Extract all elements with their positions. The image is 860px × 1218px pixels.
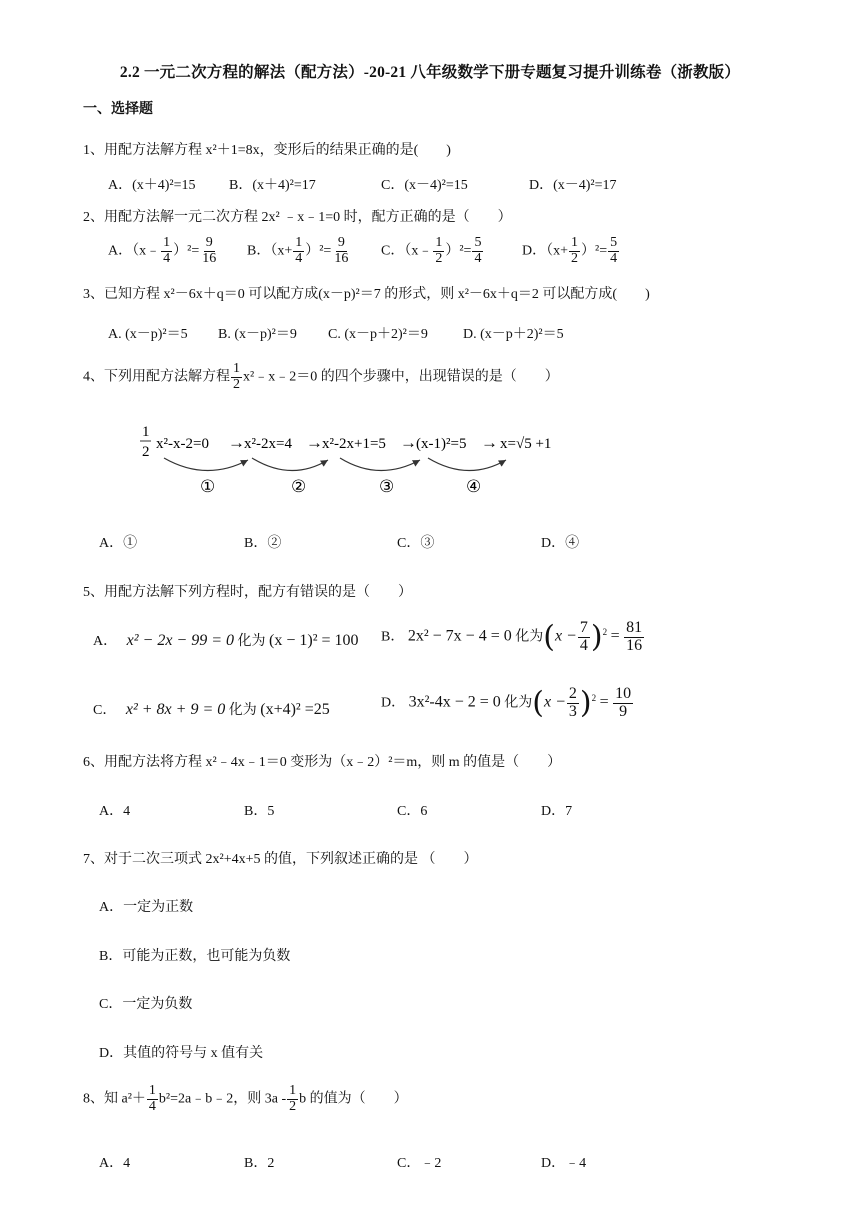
page-title: 2.2 一元二次方程的解法（配方法）-20-21 八年级数学下册专题复习提升训练卷（浙教版） (119, 64, 741, 81)
q3-option-d[interactable]: D. (x－p＋2)²＝5 (463, 327, 564, 342)
q1-option-c[interactable]: C．(x－4)²=15 (381, 178, 468, 193)
q2-option-c[interactable] (381, 236, 484, 266)
question-3-stem: 3、已知方程 x²－6x＋q＝0 可以配方成(x－p)²＝7 的形式，则 x²－6x＋q＝2 可以配方成( ) (83, 287, 650, 302)
q2-a-frac-den: 4 (163, 250, 171, 266)
q5-d-label: D． (381, 695, 406, 711)
q3-option-c[interactable]: C. (x－p＋2)²＝9 (328, 327, 428, 342)
q5-a-rhs: (x − 1)² = 100 (269, 632, 359, 649)
q4-diagram-arrow4: → (481, 433, 498, 452)
q8-option-b[interactable]: B．2 (244, 1156, 275, 1171)
q5-d-inner: x − (544, 693, 566, 711)
q5-option-d[interactable]: D． 3x²-4x − 2 = 0 化为(x − $\frac{2}{3}$ )$^2$ = $\frac{10}{9}$ (381, 685, 632, 721)
q8-option-c[interactable]: C．﹣2 (397, 1156, 442, 1171)
q2-d-close: ）²= (581, 243, 608, 259)
q4-diagram-step2: ② (291, 477, 307, 496)
q4-option-a[interactable]: A．① (99, 536, 138, 551)
q5-d-frac-den: 3 (568, 702, 577, 720)
q4-option-d[interactable]: D．④ (541, 536, 580, 551)
q2-b-close: ）²= (305, 243, 332, 259)
q3-option-a[interactable]: A. (x－p)²＝5 (108, 327, 188, 342)
question-5-stem: 5、用配方法解下列方程时，配方有错误的是（ ） (83, 585, 412, 600)
q2-c-frac-den: 2 (435, 250, 443, 266)
q4-diagram-curve1 (164, 458, 248, 471)
q7-option-a[interactable]: A．一定为正数 (99, 900, 194, 915)
q5-option-c[interactable] (93, 699, 330, 719)
q2-d-frac-num: 1 (571, 235, 579, 250)
q5-b-rhs-num: 81 (626, 619, 643, 636)
question-6-stem: 6、用配方法将方程 x²﹣4x﹣1＝0 变形为（x﹣2）²＝m，则 m 的值是（ ） (83, 755, 562, 770)
q5-b-mid: 化为 (515, 629, 544, 645)
q4-steps-diagram (136, 420, 566, 500)
q4-diagram-eq2: x²-2x+1=5 (322, 436, 386, 452)
q5-c-rhs: (x+4)² =25 (260, 701, 330, 718)
q5-b-lhs: 2x² − 7x − 4 = 0 (407, 627, 512, 645)
q2-c-close: ）²= (445, 243, 472, 259)
q5-option-b[interactable]: B． 2x² − 7x − 4 = 0 化为(x − $\frac{7}{4}$ )$^2$ = $\frac{81}{16}$ (381, 619, 643, 655)
q4-diagram-half-den: 2 (142, 444, 150, 460)
q5-a-lhs: x² − 2x − 99 = 0 (126, 632, 235, 649)
q5-b-inner: x − (554, 627, 577, 645)
q1-option-d[interactable]: D．(x－4)²=17 (529, 178, 617, 193)
q5-b-label: B． (381, 629, 405, 645)
q5-c-label: C． (93, 703, 117, 718)
q2-a-prefix: A．（x﹣ (108, 243, 161, 259)
q4-stem-lead: 4、下列用配方法解方程 (83, 369, 230, 385)
q6-option-a[interactable]: A．4 (99, 804, 131, 819)
q8-frac1-num: 1 (148, 1083, 156, 1098)
q4-diagram-eq4: x=√5 +1 (500, 436, 552, 452)
q2-b-rhs-den: 16 (334, 250, 349, 266)
q2-a-close: ）²= (173, 243, 200, 259)
q5-d-rhs-den: 9 (619, 702, 628, 720)
q5-b-frac-den: 4 (579, 636, 588, 654)
q4-diagram-curve4 (428, 458, 506, 471)
q8-frac2-den: 2 (289, 1098, 297, 1114)
q4-diagram-arrow3: → (400, 433, 417, 452)
q4-option-c[interactable]: C．③ (397, 536, 435, 551)
q4-diagram-arrow2: → (306, 433, 323, 452)
q5-b-rparen: ) (590, 619, 603, 655)
q3-option-b[interactable]: B. (x－p)²＝9 (218, 327, 297, 342)
q5-c-mid: 化为 (228, 703, 257, 718)
q2-d-rhs-num: 5 (610, 235, 618, 250)
question-4-stem (83, 362, 559, 392)
q5-b-lparen: ( (543, 619, 555, 655)
q4-diagram-step4: ④ (466, 477, 482, 496)
q4-stem-rest: x²﹣x﹣2＝0 的四个步骤中，出现错误的是（ ） (243, 369, 559, 385)
q2-c-frac-num: 1 (435, 235, 443, 250)
q4-diagram-step1: ① (200, 477, 216, 496)
q5-d-lparen: ( (532, 685, 545, 721)
q2-option-a[interactable] (108, 236, 219, 266)
q7-option-c[interactable]: C．一定为负数 (99, 997, 193, 1012)
q5-b-rhs-den: 16 (626, 636, 643, 654)
q5-d-rhs-num: 10 (615, 685, 632, 702)
q4-frac-den: 2 (233, 376, 240, 392)
q1-option-b[interactable]: B．(x＋4)²=17 (229, 178, 316, 193)
q4-diagram-arrow1: → (228, 433, 245, 452)
question-2-stem: 2、用配方法解一元二次方程 2x² ﹣x﹣1=0 时，配方正确的是（ ） (83, 210, 512, 225)
q4-diagram-step3: ③ (379, 477, 395, 496)
q5-b-eq: = (610, 627, 620, 645)
q8-stem-mid: b²=2a﹣b﹣2，则 3a - (158, 1091, 287, 1107)
q2-d-rhs-den: 4 (610, 250, 618, 266)
q5-d-eq: = (599, 693, 609, 711)
q2-b-frac-den: 4 (295, 250, 303, 266)
q7-option-b[interactable]: B．可能为正数，也可能为负数 (99, 949, 291, 964)
q2-b-prefix: B．（x+ (247, 243, 293, 259)
q2-a-rhs-den: 16 (202, 250, 217, 266)
q2-d-frac-den: 2 (571, 250, 579, 266)
q8-stem-lead: 8、知 a²＋ (83, 1091, 146, 1107)
q2-c-prefix: C．（x﹣ (381, 243, 433, 259)
q4-option-b[interactable]: B．② (244, 536, 282, 551)
q2-option-d[interactable] (522, 236, 620, 266)
q2-b-frac-num: 1 (295, 235, 303, 250)
q8-stem-tail: b 的值为（ ） (299, 1091, 408, 1107)
q6-option-d[interactable]: D．7 (541, 804, 573, 819)
q2-c-rhs-den: 4 (474, 250, 482, 266)
question-8-stem (83, 1084, 408, 1114)
q8-frac1-den: 4 (148, 1098, 156, 1114)
q8-frac2-num: 1 (289, 1083, 297, 1098)
q4-diagram-eq1: x²-2x=4 (244, 436, 292, 452)
q4-diagram-curve3 (340, 458, 420, 471)
q5-b-frac-num: 7 (579, 619, 588, 636)
q2-a-frac-num: 1 (163, 235, 171, 250)
q4-frac-num: 1 (233, 361, 240, 376)
q7-option-d[interactable]: D．其值的符号与 x 值有关 (99, 1046, 264, 1061)
q4-diagram-curve2 (252, 458, 328, 471)
q2-option-b[interactable] (247, 236, 351, 266)
q5-a-mid: 化为 (237, 634, 266, 649)
q2-b-rhs-num: 9 (337, 235, 345, 250)
q5-d-lhs: 3x²-4x − 2 = 0 (408, 693, 501, 711)
q5-d-mid: 化为 (504, 695, 533, 711)
q5-c-lhs: x² + 8x + 9 = 0 (125, 701, 226, 718)
q2-a-rhs-num: 9 (205, 235, 213, 250)
q4-diagram-half-num: 1 (142, 424, 150, 440)
q5-d-rparen: ) (579, 685, 592, 721)
q2-c-rhs-num: 5 (474, 235, 482, 250)
q6-option-c[interactable]: C．6 (397, 804, 428, 819)
q5-option-a[interactable] (93, 630, 359, 650)
q4-diagram-eq0: x²-x-2=0 (156, 436, 209, 452)
q6-option-b[interactable]: B．5 (244, 804, 275, 819)
q4-diagram-eq3: (x-1)²=5 (416, 436, 467, 452)
section-heading: 一、选择题 (83, 102, 153, 117)
question-7-stem: 7、对于二次三项式 2x²+4x+5 的值，下列叙述正确的是 （ ） (83, 852, 478, 867)
q8-option-a[interactable]: A．4 (99, 1156, 131, 1171)
q8-option-d[interactable]: D．﹣4 (541, 1156, 587, 1171)
q5-d-frac-num: 2 (568, 685, 577, 702)
question-1-stem: 1、用配方法解方程 x²＋1=8x，变形后的结果正确的是( ) (83, 143, 451, 158)
q1-option-a[interactable]: A．(x＋4)²=15 (108, 178, 196, 193)
q2-d-prefix: D．（x+ (522, 243, 569, 259)
q5-a-label: A． (93, 634, 118, 649)
